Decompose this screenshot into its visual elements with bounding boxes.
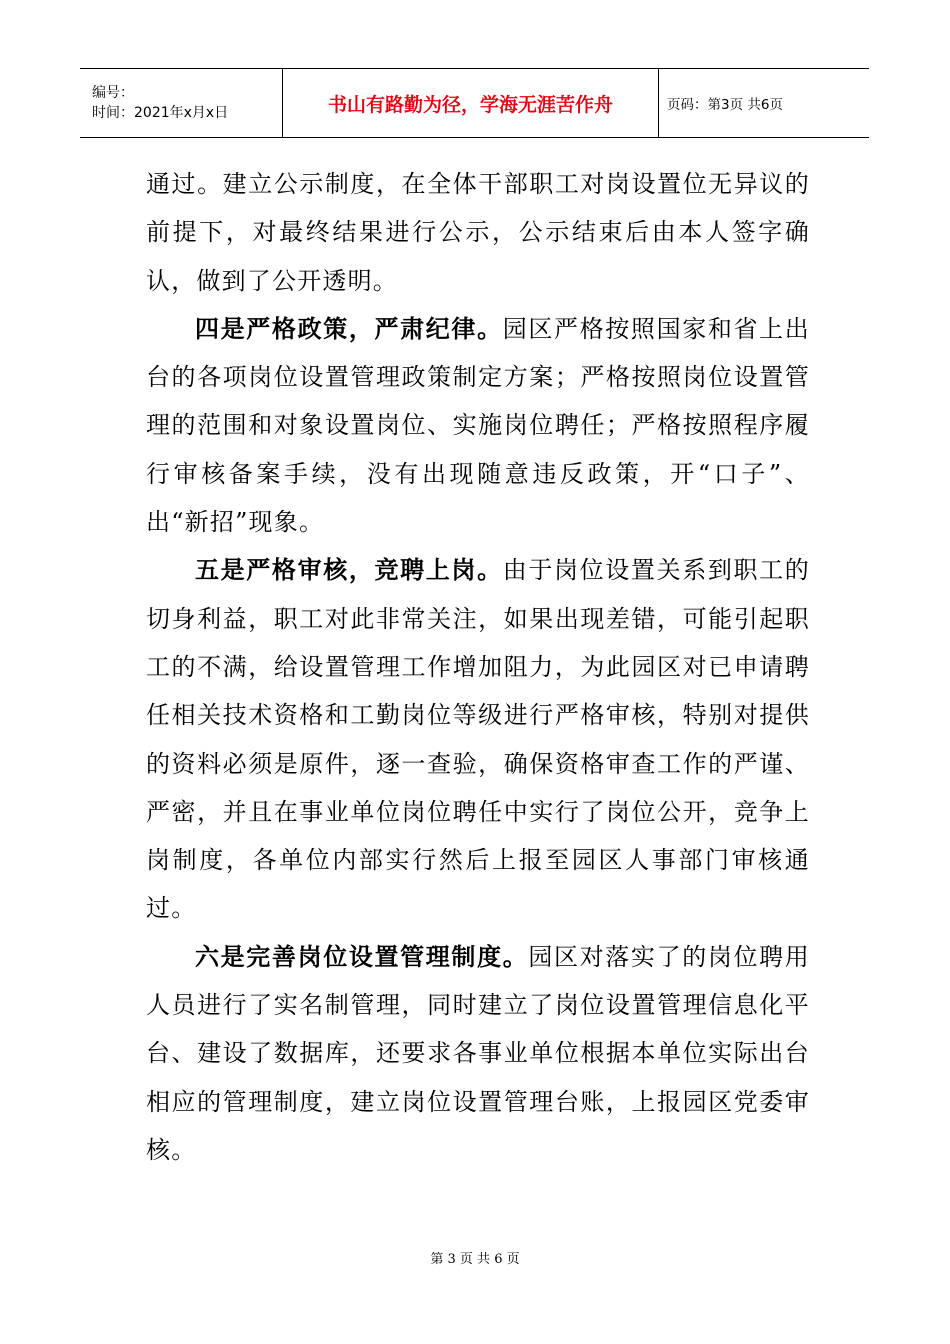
header-motto: 书山有路勤为径，学海无涯苦作舟	[282, 69, 659, 137]
paragraph-heading: 六是完善岗位设置管理制度。	[195, 941, 529, 971]
document-time-label: 时间：2021年x月x日	[92, 105, 229, 121]
document-number-label: 编号：	[92, 85, 134, 101]
page-footer: 第 3 页 共 6 页	[430, 1252, 520, 1267]
header-page-info: 页码：第3页 共6页	[667, 97, 783, 113]
paragraph-4	[146, 933, 810, 1174]
header-meta	[80, 69, 282, 137]
paragraph-1	[146, 160, 810, 305]
paragraph-text: 通过。建立公示制度，在全体干部职工对岗设置位无异议的前提下，对最终结果进行公示，公示结束后由本人签字确认，做到了公开透明。	[146, 170, 810, 295]
paragraph-2	[146, 305, 810, 546]
paragraph-heading: 五是严格审核，竞聘上岗。	[195, 555, 503, 585]
paragraph-text: 由于岗位设置关系到职工的切身利益，职工对此非常关注，如果出现差错，可能引起职工的不满，给设置管理工作增加阻力，为此园区对已申请聘任相关技术资格和工勤岗位等级进行严格审核，特别对提供的资料必须是原件，逐一查验，确保资格审查工作的严谨、严密，并且在事业单位岗位聘任中实行了岗位公开，竞争上岗制度，各单位内部实行然后上报至园区人事部门审核通过。	[146, 556, 810, 923]
page-header	[80, 68, 869, 138]
paragraph-3	[146, 546, 810, 932]
document-body	[146, 160, 810, 1174]
paragraph-text: 园区对落实了的岗位聘用人员进行了实名制管理，同时建立了岗位设置管理信息化平台、建设了数据库，还要求各事业单位根据本单位实际出台相应的管理制度，建立岗位设置管理台账，上报园区党委审核。	[146, 942, 810, 1164]
paragraph-heading: 四是严格政策，严肃纪律。	[195, 313, 503, 343]
paragraph-text: 园区严格按照国家和省上出台的各项岗位设置管理政策制定方案；严格按照岗位设置管理的范围和对象设置岗位、实施岗位聘任；严格按照程序履行审核备案手续，没有出现随意违反政策，开“口子”、出“新招”现象。	[146, 314, 810, 537]
